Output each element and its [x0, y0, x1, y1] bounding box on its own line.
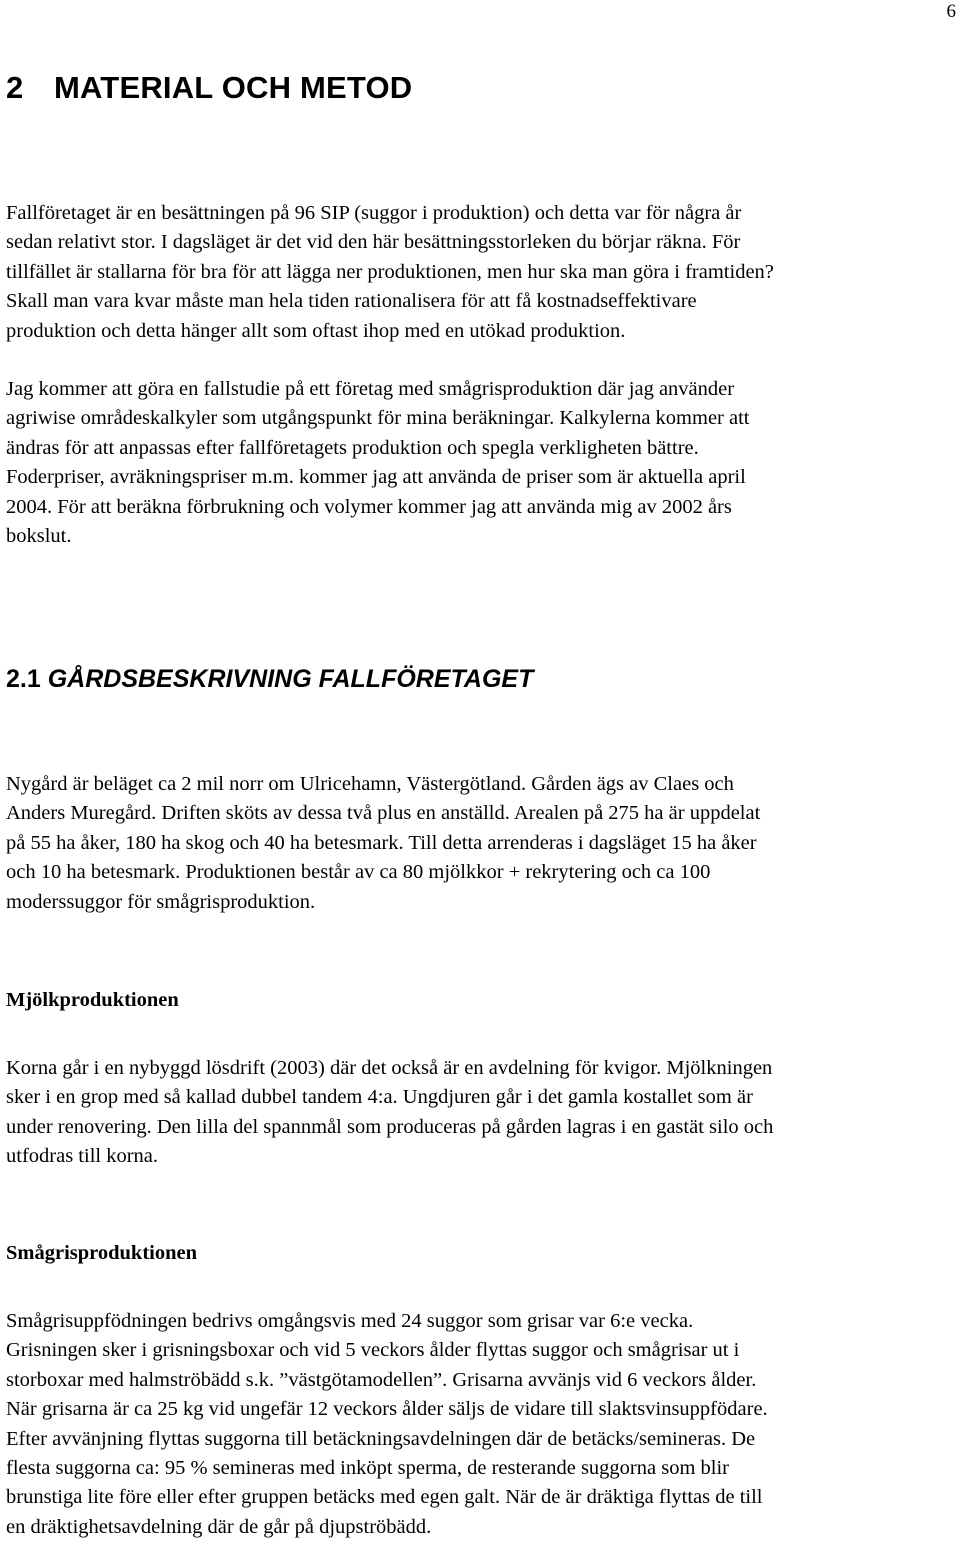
text-line: en dräktighetsavdelning där de går på djupströbädd. [6, 1515, 432, 1538]
intro-paragraph-2 [6, 375, 956, 551]
milk-paragraph [6, 1054, 956, 1172]
text-line: Foderpriser, avräkningspriser m.m. kommer jag att använda de priser som är aktuella april [6, 466, 746, 489]
text-line: Jag kommer att göra en fallstudie på ett företag med smågrisproduktion där jag använder [6, 378, 735, 400]
text-line: tillfället är stallarna för bra för att lägga ner produktionen, men hur ska man göra i framtiden? [6, 260, 774, 283]
chapter-heading [6, 68, 412, 108]
chapter-title: MATERIAL OCH METOD [54, 70, 413, 105]
text-line: produktion och detta hänger allt som oftast ihop med en utökad produktion. [6, 319, 626, 342]
text-line: och 10 ha betesmark. Produktionen består av ca 80 mjölkkor + rekrytering och ca 100 [6, 861, 711, 884]
text-line: Efter avvänjning flyttas suggorna till betäckningsavdelningen där de betäcks/semineras. De [6, 1427, 756, 1450]
farm-paragraph [6, 770, 956, 917]
milk-heading: Mjölkproduktionen [6, 989, 179, 1011]
page-number: 6 [946, 1, 956, 22]
text-line: Smågrisuppfödningen bedrivs omgångsvis med 24 suggor som grisar var 6:e vecka. [6, 1310, 694, 1332]
text-line: sker i en grop med så kallad dubbel tandem 4:a. Ungdjuren går i det gamla kostallet som är [6, 1086, 753, 1109]
piglet-paragraph [6, 1307, 956, 1542]
text-line: 2004. För att beräkna förbrukning och volymer kommer jag att använda mig av 2002 års [6, 495, 732, 518]
text-line: agriwise områdeskalkyler som utgångspunkt för mina beräkningar. Kalkylerna kommer att [6, 407, 750, 430]
text-line: Anders Muregård. Driften sköts av dessa två plus en anställd. Arealen på 275 ha är uppdelat [6, 802, 761, 825]
text-line: brunstiga lite före eller efter gruppen betäcks med egen galt. När de är dräktiga flyttas de till [6, 1486, 763, 1509]
text-line: utfodras till korna. [6, 1145, 159, 1168]
text-line: Nygård är beläget ca 2 mil norr om Ulricehamn, Västergötland. Gården ägs av Claes och [6, 773, 734, 795]
section-heading [6, 661, 533, 697]
text-line: sedan relativt stor. I dagsläget är det vid den här besättningsstorleken du börjar räkna. För [6, 231, 741, 254]
text-line: flesta suggorna ca: 95 % semineras med inköpt sperma, de resterande suggorna som blir [6, 1457, 729, 1480]
text-line: ändras för att anpassas efter fallföretagets produktion och spegla verkligheten bättre. [6, 436, 699, 459]
chapter-number: 2 [6, 70, 24, 105]
text-line: Fallföretaget är en besättningen på 96 SIP (suggor i produktion) och detta var för några år [6, 202, 742, 224]
text-line: När grisarna är ca 25 kg vid ungefär 12 veckors ålder säljs de vidare till slaktsvinsuppfödare. [6, 1398, 768, 1421]
text-line: på 55 ha åker, 180 ha skog och 40 ha betesmark. Till detta arrenderas i dagsläget 15 ha åker [6, 831, 757, 854]
intro-paragraph-1 [6, 199, 956, 346]
piglet-heading: Smågrisproduktionen [6, 1242, 198, 1264]
text-line: under renovering. Den lilla del spannmål som produceras på gården lagras i en gastät silo och [6, 1115, 774, 1138]
section-title: GÅRDSBESKRIVNING FALLFÖRETAGET [47, 665, 534, 693]
section-number: 2.1 [6, 665, 41, 693]
text-line: Korna går i en nybyggd lösdrift (2003) där det också är en avdelning för kvigor. Mjölkningen [6, 1057, 773, 1079]
text-line: Skall man vara kvar måste man hela tiden rationalisera för att få kostnadseffektivare [6, 290, 697, 313]
text-line: storboxar med halmströbädd s.k. ”västgötamodellen”. Grisarna avvänjs vid 6 veckors ålder. [6, 1368, 757, 1391]
text-line: Grisningen sker i grisningsboxar och vid 5 veckors ålder flyttas suggor och smågrisar ut i [6, 1339, 740, 1362]
text-line: bokslut. [6, 525, 72, 548]
text-line: moderssuggor för smågrisproduktion. [6, 890, 316, 913]
